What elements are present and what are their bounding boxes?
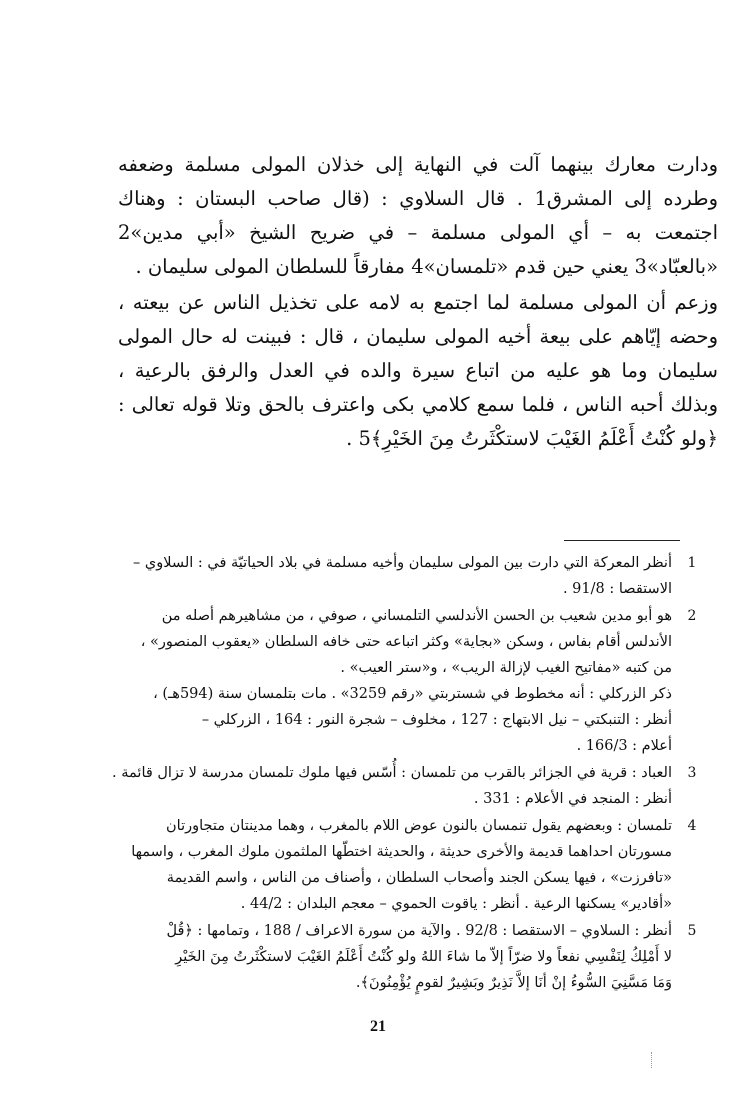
paragraph-1: ودارت معارك بينهما آلت في النهاية إلى خذلان المولى مسلمة وضعفه وطرده إلى المشرق1 . قال السلاوي : (قال صاحب البستان : وهناك اجتمعت به – أي المولى مسلمة – في ضريح الشيخ «أبي مدين»2 «بالعبّاد»3 يعني حين قدم «تلمسان»4 مفارقاً للسلطان المولى سليمان . — [118, 153, 718, 278]
footnote-line: ذكر الزركلي : أنه مخطوط في شستربتي «رقم 3259» . مات بتلمسان سنة (594هـ) ، — [153, 686, 672, 702]
footnote-number: 3 — [687, 765, 697, 781]
footnotes — [62, 550, 712, 997]
footnote — [62, 813, 712, 917]
footnote-line: «أقادير» يسكنها الرعية . أنظر : ياقوت الحموي – معجم البلدان : 44/2 . — [240, 896, 672, 912]
footnote-line: الأندلس أقام بفاس ، وسكن «بجاية» وكثر اتباعه حتى خافه السلطان «يعقوب المنصور» ، — [140, 634, 672, 650]
footnote-line: أنظر المعركة التي دارت بين المولى سليمان وأخيه مسلمة في بلاد الحياتيّة في : السلاوي – — [133, 555, 672, 571]
footnote-line: هو أبو مدين شعيب بن الحسن الأندلسي التلمساني ، صوفي ، من مشاهيرهم أصله من — [161, 608, 672, 624]
footnote-line: وَمَا مَسَّنِيَ السُّوءُ إنْ أنَا إلاَّ نَذِيرٌ وبَشِيرٌ لقومٍ يُؤْمِنُونَ﴾. — [355, 975, 672, 991]
footnote-line: لا أَمْلِكُ لِنَفْسِي نفعاً ولا ضرّاً إلاّ ما شاءَ اللهُ ولو كُنْتُ أَعْلَمُ الغَيْبَ لاستكْثَرتُ مِنَ الخَيْرِ — [175, 949, 672, 965]
footnote-line: أعلام : 166/3 . — [576, 738, 672, 754]
footnote-body — [62, 603, 672, 759]
footnote-line: مسورتان احداهما قديمة والأخرى حديثة ، والحديثة اختطّها الملثمون ملوك المغرب ، واسمها — [131, 844, 672, 860]
footnote-line: العباد : قرية في الجزائر بالقرب من تلمسان : أُسّس فيها ملوك تلمسان مدرسة لا تزال قائمة . — [112, 765, 672, 781]
footnote — [62, 760, 712, 812]
footnote — [62, 918, 712, 996]
footnote-number: 2 — [687, 608, 697, 624]
footnote-body — [62, 813, 672, 917]
footnote-number: 1 — [687, 555, 697, 571]
footnote-separator — [564, 540, 680, 541]
footnote-number: 5 — [687, 923, 697, 939]
footnote-body — [62, 918, 672, 996]
footnote-line: أنظر : التنبكتي – نيل الابتهاج : 127 ، مخلوف – شجرة النور : 164 ، الزركلي – — [201, 712, 672, 728]
paragraph-2: وزعم أن المولى مسلمة لما اجتمع به لامه على تخذيل الناس عن بيعته ، وحضه إيّاهم على بيعة أخيه المولى سليمان ، قال : فبينت له حال المولى سليمان وما هو عليه من اتباع سيرة والده في العدل والرفق بالرعية ، وبذلك أحبه الناس ، فلما سمع كلامي بكى واعترف بالحق وتلا قوله تعالى : ﴿ولو كُنْتُ أَعْلَمُ الغَيْبَ لاستكْثَرتُ مِنَ الخَيْرِ﴾5 . — [118, 291, 718, 450]
footnote-line: من كتبه «مفاتيح الغيب لإزالة الريب» ، و«ستر العيب» . — [340, 660, 672, 676]
footnote-line: الاستقصا : 91/8 . — [562, 581, 672, 597]
footnote-body — [62, 550, 672, 602]
footnote — [62, 550, 712, 602]
footnote-body — [62, 760, 672, 812]
footnote — [62, 603, 712, 759]
scan-mark — [651, 1052, 653, 1068]
footnote-number: 4 — [687, 818, 697, 834]
footnote-line: «تافرزت» ، فيها يسكن الجند وأصحاب السلطان ، وأصناف من الناس ، واسم القديمة — [166, 870, 672, 886]
main-text — [118, 148, 718, 456]
footnote-line: تلمسان : وبعضهم يقول تنمسان بالنون عوض اللام بالمغرب ، وهما مدينتان متجاورتان — [166, 818, 672, 834]
footnote-line: أنظر : المنجد في الأعلام : 331 . — [473, 791, 672, 807]
footnote-line: أنظر : السلاوي – الاستقصا : 92/8 . والآية من سورة الاعراف / 188 ، وتمامها : ﴿قُلْ — [166, 923, 672, 939]
page-number: 21 — [370, 1018, 386, 1035]
